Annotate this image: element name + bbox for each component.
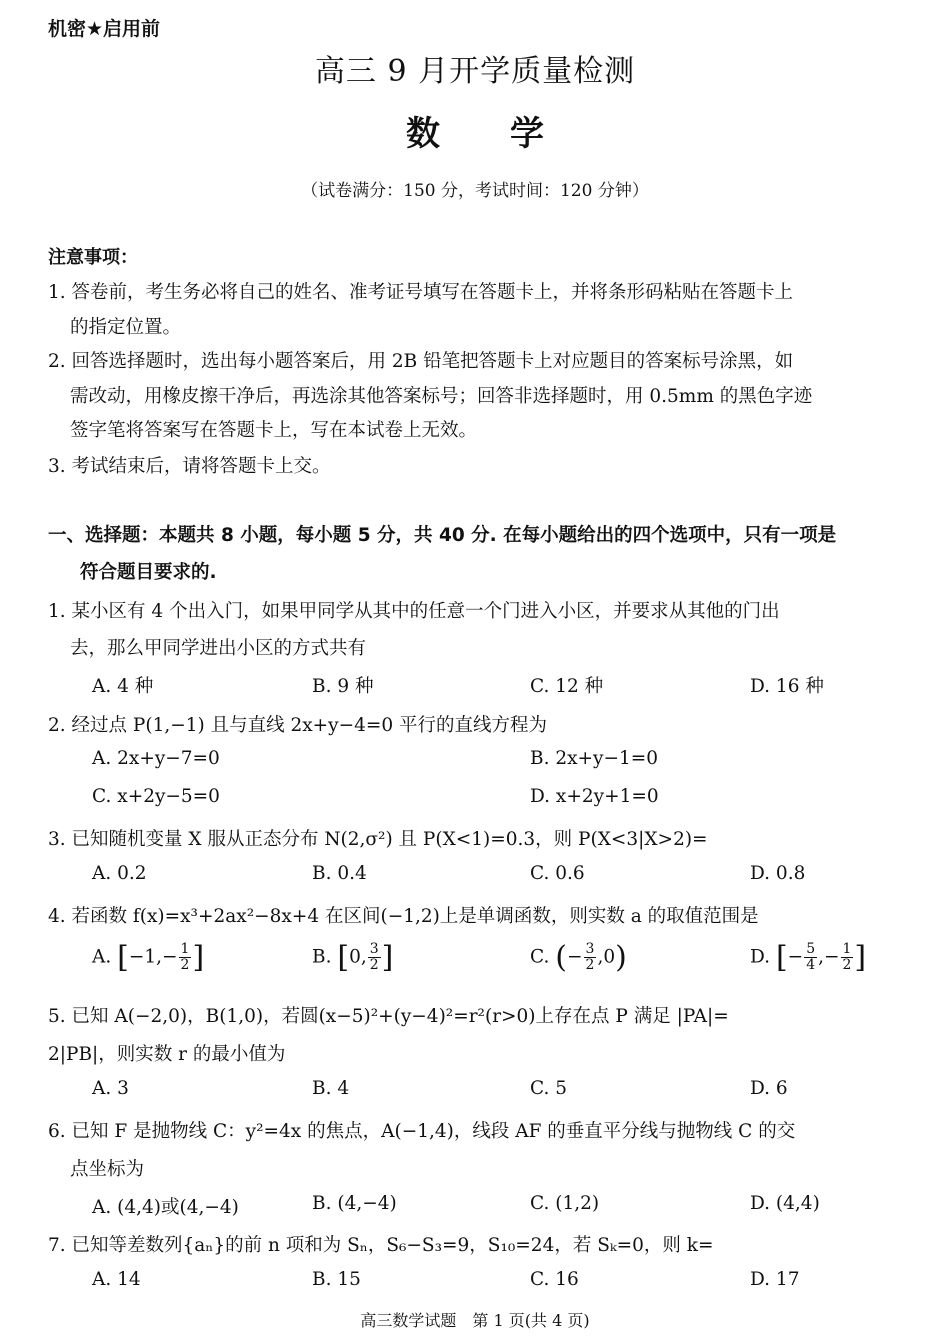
notice-heading: 注意事项： [48,247,138,268]
q3-option-b: B. 0.4 [312,863,367,884]
fraction: $\frac{1}{2}$ [842,941,852,973]
q4-option-a: A. [−1,− $\frac{1}{2}$ ] [92,940,205,975]
q6-option-b: B. (4,−4) [312,1193,397,1214]
question-1: 1. 某小区有 4 个出入门，如果甲同学从其中的任意一个门进入小区，并要求从其他的门出 [48,601,780,622]
question-4: 4. 若函数 f(x)=x³+2ax²−8x+4 在区间(−1,2)上是单调函数，则实数 a 的取值范围是 [48,906,759,927]
fraction: $\frac{3}{2}$ [585,941,595,973]
q1-option-c: C. 12 种 [530,676,604,697]
q4-option-c: C. (− $\frac{3}{2}$ ,0) [530,940,627,975]
q1-option-a: A. 4 种 [92,676,154,697]
question-6-cont: 点坐标为 [70,1159,145,1180]
q7-option-d: D. 17 [750,1269,800,1290]
q6-option-d: D. (4,4) [750,1193,820,1214]
q5-option-a: A. 3 [92,1078,129,1099]
question-3: 3. 已知随机变量 X 服从正态分布 N(2,σ²) 且 P(X<1)=0.3，则 P(X<3|X>2)= [48,829,708,850]
q7-option-c: C. 16 [530,1269,579,1290]
fraction: $\frac{1}{2}$ [180,941,190,973]
q6-option-c: C. (1,2) [530,1193,600,1214]
q3-option-c: C. 0.6 [530,863,585,884]
subject-title: 数学 [406,114,614,154]
notice-line: 签字笔将答案写在答题卡上，写在本试卷上无效。 [70,420,478,441]
q1-option-b: B. 9 种 [312,676,374,697]
exam-meta: （试卷满分：150 分，考试时间：120 分钟） [301,181,649,201]
question-1-cont: 去，那么甲同学进出小区的方式共有 [70,638,367,659]
question-6: 6. 已知 F 是抛物线 C：y²=4x 的焦点，A(−1,4)，线段 AF 的垂直平分线与抛物线 C 的交 [48,1121,796,1142]
q5-option-d: D. 6 [750,1078,788,1099]
notice-line: 1. 答卷前，考生务必将自己的姓名、准考证号填写在答题卡上，并将条形码粘贴在答题卡上 [48,282,794,303]
q7-option-a: A. 14 [92,1269,141,1290]
confidential-label: 机密★启用前 [48,18,161,40]
question-7: 7. 已知等差数列{aₙ}的前 n 项和为 Sₙ，S₆−S₃=9，S₁₀=24，若 Sₖ=0，则 k= [48,1235,714,1256]
q6-option-a: A. (4,4)或(4,−4) [92,1197,239,1218]
section-heading: 一、选择题：本题共 8 小题，每小题 5 分，共 40 分. 在每小题给出的四个选项中，只有一项是 [48,525,837,546]
q2-option-d: D. x+2y+1=0 [530,786,659,807]
q5-option-b: B. 4 [312,1078,350,1099]
notice-line: 的指定位置。 [70,317,182,338]
notice-line: 2. 回答选择题时，选出每小题答案后，用 2B 铅笔把答题卡上对应题目的答案标号涂黑，如 [48,351,794,372]
exam-title: 高三 9 月开学质量检测 [314,54,636,89]
question-5-cont: 2|PB|，则实数 r 的最小值为 [48,1044,286,1065]
section-heading-cont: 符合题目要求的. [80,562,217,583]
q3-option-a: A. 0.2 [92,863,147,884]
notice-line: 需改动，用橡皮擦干净后，再选涂其他答案标号；回答非选择题时，用 0.5mm 的黑色字迹 [70,386,813,407]
q7-option-b: B. 15 [312,1269,361,1290]
q5-option-c: C. 5 [530,1078,568,1099]
fraction: $\frac{3}{2}$ [369,941,379,973]
q2-option-a: A. 2x+y−7=0 [92,748,220,769]
page-footer: 高三数学试题 第 1 页(共 4 页) [360,1311,590,1330]
question-2: 2. 经过点 P(1,−1) 且与直线 2x+y−4=0 平行的直线方程为 [48,715,548,736]
q2-option-c: C. x+2y−5=0 [92,786,220,807]
q4-option-d: D. [− $\frac{5}{4}$ ,− $\frac{1}{2}$ ] [750,940,867,975]
notice-line: 3. 考试结束后，请将答题卡上交。 [48,456,331,477]
q3-option-d: D. 0.8 [750,863,806,884]
q2-option-b: B. 2x+y−1=0 [530,748,659,769]
q4-option-b: B. [0, $\frac{3}{2}$ ] [312,940,394,975]
q1-option-d: D. 16 种 [750,676,824,697]
question-5: 5. 已知 A(−2,0)，B(1,0)，若圆(x−5)²+(y−4)²=r²(r>0)上存在点 P 满足 |PA|= [48,1006,729,1027]
fraction: $\frac{5}{4}$ [806,941,816,973]
